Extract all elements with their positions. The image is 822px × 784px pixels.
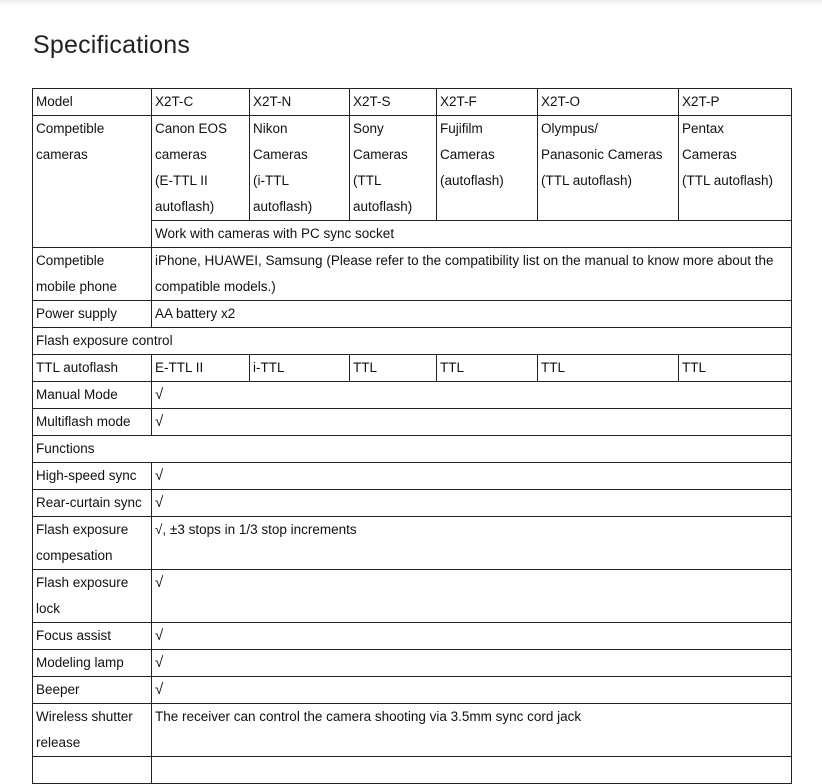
flash-exposure-lock-label	[33, 570, 152, 623]
cell-line: autoflash)	[155, 199, 215, 214]
label-line: Wireless shutter	[36, 709, 133, 724]
power-supply-row	[33, 301, 792, 328]
modeling-lamp-check: √	[152, 650, 792, 677]
cell-line: Cameras	[440, 147, 495, 162]
camera-cell-x2t-n	[250, 116, 350, 221]
label-line: Competible	[36, 253, 105, 268]
compatible-cameras-row	[33, 116, 792, 221]
ttl-cell-x2t-s: TTL	[350, 355, 437, 382]
functions-row	[33, 436, 792, 463]
label-line: Competible	[36, 121, 105, 136]
high-speed-sync-label: High-speed sync	[33, 463, 152, 490]
section-heading-flash-exposure-control: Flash exposure control	[33, 328, 792, 355]
label-line: mobile phone	[36, 279, 118, 294]
manual-mode-row	[33, 382, 792, 409]
cell-line: Sony	[353, 121, 384, 136]
top-shadow	[0, 0, 822, 6]
table-header-row	[33, 89, 792, 116]
ttl-autoflash-row	[33, 355, 792, 382]
header-cell-x2t-o: X2T-O	[538, 89, 679, 116]
modeling-lamp-label: Modeling lamp	[33, 650, 152, 677]
label-line: compesation	[36, 548, 113, 563]
ttl-cell-x2t-o: TTL	[538, 355, 679, 382]
camera-cell-x2t-c	[152, 116, 250, 221]
multiflash-mode-row	[33, 409, 792, 436]
mobile-phone-row	[33, 248, 792, 301]
beeper-row	[33, 677, 792, 704]
high-speed-sync-row	[33, 463, 792, 490]
cell-line: Cameras	[353, 147, 408, 162]
cell-line: (TTL autoflash)	[541, 173, 633, 188]
header-cell-x2t-n: X2T-N	[250, 89, 350, 116]
label-line: Flash exposure	[36, 522, 129, 537]
cell-line: Cameras	[253, 147, 308, 162]
compatible-cameras-label	[33, 116, 152, 248]
focus-assist-label: Focus assist	[33, 623, 152, 650]
header-cell-model: Model	[33, 89, 152, 116]
power-supply-label: Power supply	[33, 301, 152, 328]
cell-line: (i-TTL	[253, 173, 289, 188]
cell-line: Panasonic Cameras	[541, 147, 663, 162]
cutoff-cell	[33, 757, 152, 784]
multiflash-mode-label: Multiflash mode	[33, 409, 152, 436]
section-heading-functions: Functions	[33, 436, 792, 463]
camera-cell-x2t-f	[437, 116, 538, 221]
modeling-lamp-row	[33, 650, 792, 677]
cell-line: (TTL autoflash)	[682, 173, 774, 188]
power-supply-value: AA battery x2	[152, 301, 792, 328]
page-title: Specifications	[33, 31, 191, 59]
cell-line: (autoflash)	[440, 173, 504, 188]
camera-cell-x2t-p	[679, 116, 792, 221]
flash-exposure-lock-check: √	[152, 570, 792, 623]
cell-line: Fujifilm	[440, 121, 483, 136]
focus-assist-row	[33, 623, 792, 650]
wireless-shutter-release-label	[33, 704, 152, 757]
flash-exposure-compensation-label	[33, 517, 152, 570]
flash-exposure-lock-row	[33, 570, 792, 623]
flash-exposure-compensation-row	[33, 517, 792, 570]
cell-line: autoflash)	[353, 199, 413, 214]
header-cell-x2t-p: X2T-P	[679, 89, 792, 116]
multiflash-mode-check: √	[152, 409, 792, 436]
cell-line: autoflash)	[253, 199, 313, 214]
ttl-cell-x2t-c: E-TTL II	[152, 355, 250, 382]
header-cell-x2t-c: X2T-C	[152, 89, 250, 116]
wireless-shutter-release-row	[33, 704, 792, 757]
specifications-table	[32, 88, 792, 784]
label-line: Flash exposure	[36, 575, 129, 590]
ttl-cell-x2t-f: TTL	[437, 355, 538, 382]
pc-sync-cell: Work with cameras with PC sync socket	[152, 221, 792, 248]
label-line: cameras	[36, 147, 88, 162]
ttl-autoflash-label: TTL autoflash	[33, 355, 152, 382]
mobile-phone-value: iPhone, HUAWEI, Samsung (Please refer to the compatibility list on the manual to know more about the compatible models.)	[152, 248, 792, 301]
cell-line: Olympus/	[541, 121, 599, 136]
camera-cell-x2t-s	[350, 116, 437, 221]
header-cell-x2t-s: X2T-S	[350, 89, 437, 116]
rear-curtain-sync-check: √	[152, 490, 792, 517]
cell-line: Canon EOS	[155, 121, 228, 136]
header-cell-x2t-f: X2T-F	[437, 89, 538, 116]
rear-curtain-sync-label: Rear-curtain sync	[33, 490, 152, 517]
beeper-check: √	[152, 677, 792, 704]
label-line: release	[36, 735, 81, 750]
beeper-label: Beeper	[33, 677, 152, 704]
cutoff-cell	[152, 757, 792, 784]
mobile-phone-label	[33, 248, 152, 301]
cell-line: Cameras	[682, 147, 737, 162]
ttl-cell-x2t-n: i-TTL	[250, 355, 350, 382]
wireless-shutter-release-value: The receiver can control the camera shooting via 3.5mm sync cord jack	[152, 704, 792, 757]
label-line: lock	[36, 601, 61, 616]
ttl-cell-x2t-p: TTL	[679, 355, 792, 382]
cell-line: cameras	[155, 147, 207, 162]
manual-mode-check: √	[152, 382, 792, 409]
cell-line: (TTL	[353, 173, 382, 188]
flash-exposure-compensation-value: √, ±3 stops in 1/3 stop increments	[152, 517, 792, 570]
table-row-cutoff	[33, 757, 792, 784]
cell-line: Nikon	[253, 121, 288, 136]
high-speed-sync-check: √	[152, 463, 792, 490]
flash-exposure-control-row	[33, 328, 792, 355]
cell-line: (E-TTL II	[155, 173, 208, 188]
focus-assist-check: √	[152, 623, 792, 650]
rear-curtain-sync-row	[33, 490, 792, 517]
camera-cell-x2t-o	[538, 116, 679, 221]
cell-line: Pentax	[682, 121, 725, 136]
manual-mode-label: Manual Mode	[33, 382, 152, 409]
